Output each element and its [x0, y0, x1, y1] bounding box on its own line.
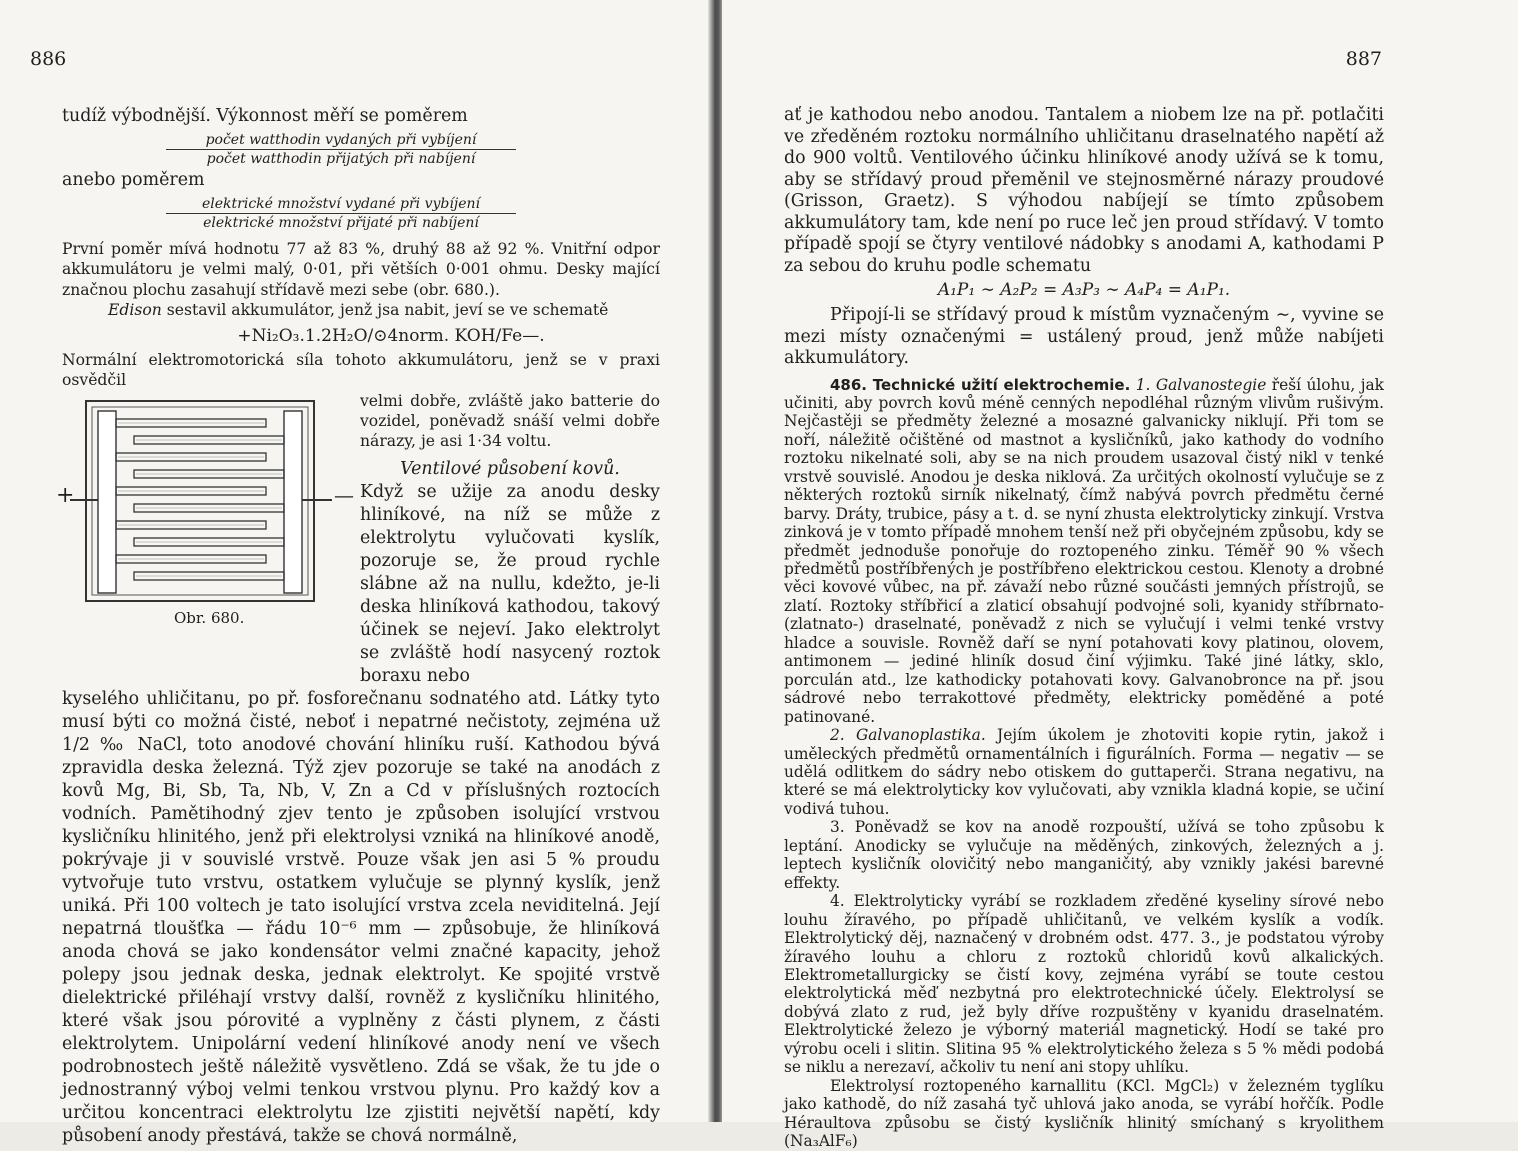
- figure-row: [56, 391, 660, 688]
- figure-side-text: [360, 391, 660, 688]
- ventil-title: Ventilové působení kovů.: [400, 458, 620, 479]
- section-title: 486. Technické užití elektrochemie.: [830, 375, 1131, 394]
- paragraph-ventil-rest: kyselého uhličitanu, po př. fosforečnanu sodnatého atd. Látky tyto musí býti co možná čisté, neboť i nepatrné nečistoty, zejména už 1/2 ‰ NaCl, toto anodové chování hliníku ruší. Kathodou bývá zpravidla deska železná. Týž zjev pozoruje se také na anodách z kovů Mg, Bi, Sb, Ta, Nb, V, Zn a Cd v příslušných roztocích vodních. Pamětihodný zjev tento je způsoben isolující vrstvou kysličníku hlinitého, jenž při elektrolysi vzniká na hliníkové anodě, pokrývaje ji v souvislé vrstvě. Pouze však jen asi 5 % proudu vytvořuje tuto vrstvu, ostatkem vylučuje se plynný kyslík, jenž uniká. Při 100 voltech je tato isolující vrstva zcela neviditelná. Její nepatrná tloušťka — řádu 10⁻⁶ mm — způsobuje, že hliníková anoda chová se jako kondensátor velmi značné kapacity, jehož polepy jsou jednak deska, jednak elektrolyt. Ke spojité vrstvě dielektrické přiléhají vrstvy další, rovněž z kysličníku hlinitého, které však jsou pórovité a vyplněny z části plynem, z části elektrolytem. Unipolární vedení hliníkové anody není ve všech podrobnostech ještě náležitě vysvětleno. Zdá se však, že tu jde o jednostranný výboj velmi tenkou vrstvou plynu. Pro každý kov a určitou koncentraci elektrolytu lze zjistiti největší napětí, kdy působení anody přestává, takže se chová normálně,: [62, 688, 660, 1146]
- paragraph-connect: Připojí-li se střídavý proud k místům vyznačeným ∼, vyvine se mezi místy označenými = ustálený proud, jenž může nabíjeti akkumulátory.: [784, 305, 1384, 368]
- right-text-column: [784, 105, 1384, 1151]
- edison-text: sestavil akkumulátor, jenž jsa nabit, jeví se ve schematě: [161, 300, 609, 319]
- page-number-left: 886: [30, 48, 67, 70]
- paragraph-emf-rest: velmi dobře, zvláště jako batterie do vozidel, poněvadž snáší velmi dobře nárazy, je asi 1·34 voltu.: [360, 391, 660, 451]
- edison-name: Edison: [108, 300, 162, 319]
- ratio-charge: [166, 196, 516, 231]
- paragraph-emf-start: Normální elektromotorická síla tohoto akkumulátoru, jenž se v praxi osvědčil: [62, 351, 660, 390]
- paragraph-top: ať je kathodou nebo anodou. Tantalem a niobem lze na př. potlačiti ve zředěném roztoku normálního uhličitanu draselnatého napětí až do 900 voltů. Ventilového účinku hliníkové anody užívá se k tomu, aby se střídavý proud přeměnil ve stejnosměrné nárazy proudové (Grisson, Graetz). S výhodou nabíjejí se tímto způsobem akkumulátory tam, kde není po ruce leč jen proud střídavý. V tomto případě spojí se čtyry ventilové nádobky s anodami A, kathodami P za sebou do kruhu podle schematu: [784, 105, 1384, 276]
- section-486-item4: 4. Elektrolyticky vyrábí se rozkladem zředěné kyseliny sírové nebo louhu žíravého, po případě uhličitanů, ve velkém kyslík a vodík. Elektrolytický děj, naznačený v drobném odst. 477. 3., je podstatou výroby žíravého louhu a chloru z roztoků chloridů kovů alkalických. Elektrometallurgicky se čistí kovy, zejména vyrábí se toute cestou elektrolytická měď nezbytná pro elektrotechnické účely. Elektrolysí se dobývá zlato z rud, jež byly dříve rozpuštěny v kyanidu draselnatém. Elektrolytické železo je výborný materiál magnetický. Hodí se také pro výrobu oceli i slitin. Slitina 95 % elektrolytického železa s 5 % mědi podobá se niklu a nerezaví, ačkoliv tu není ani stopy uhlíku.: [784, 892, 1384, 1077]
- paragraph-bottom: Elektrolysí roztopeného karnallitu (KCl. MgCl₂) v železném tyglíku jako kathodě, do níž zasahá tyč uhlová jako anoda, se vyrábí hořčík. Podle Héraultova způsobu se čistý kysličník hlinitý smíchaný s kryolithem (Na₃AlF₆): [784, 1076, 1384, 1151]
- plus-terminal-label: +: [56, 482, 75, 508]
- section-486-item1: [784, 376, 1384, 727]
- intro-line: tudíž výbodnější. Výkonnost měří se poměrem: [62, 106, 468, 126]
- item2-label: 2. Galvanoplastika.: [830, 726, 986, 745]
- edison-formula: +Ni₂O₃.1.2H₂O/⊙4norm. KOH/Fe—.: [237, 326, 545, 347]
- ratio-watthours: [166, 132, 516, 167]
- paragraph-ratios: První poměr mívá hodnotu 77 až 83 %, druhý 88 až 92 %. Vnitřní odpor akkumulátoru je velmi malý, 0·01, při větších 0·001 ohmu. Desky mající značnou plochu zasahují střídavě mezi sebe (obr. 680.).: [62, 240, 660, 299]
- ratio1-denominator: počet watthodin přijatých při nabíjení: [206, 151, 476, 167]
- figure-680: [56, 391, 354, 688]
- page-number-right: 887: [1345, 48, 1382, 70]
- ratio1-numerator: počet watthodin vydaných při vybíjení: [166, 132, 516, 150]
- figure-caption: Obr. 680.: [174, 608, 245, 627]
- ventil-side-text: Když se užije za anodu desky hliníkové, na níž se může z elektrolytu vylučovati kyslík, pozoruje se, že proud rychle slábne až na nullu, kdežto, je-li deska hliníková kathodou, takový účinek se nejeví. Jako elektrolyt se zvláště hodí nasycený roztok boraxu nebo: [360, 481, 660, 686]
- minus-terminal-label: —: [334, 482, 354, 507]
- right-page: [722, 0, 1518, 1151]
- accumulator-plates-drawing: [62, 391, 352, 636]
- anebo-label: anebo poměrem: [62, 170, 205, 190]
- item1-label: 1. Galvanostegie: [1135, 375, 1267, 394]
- ratio2-numerator: elektrické množství vydané při vybíjení: [166, 196, 516, 214]
- scheme-formula: A₁P₁ ∼ A₂P₂ = A₃P₃ ∼ A₄P₄ = A₁P₁.: [937, 280, 1231, 300]
- left-page: [0, 0, 712, 1146]
- paragraph-edison: [62, 300, 660, 320]
- item2-text: Jejím úkolem je zhotoviti kopie rytin, jakož i uměleckých předmětů ornamentálních i figurálních. Forma — negativ — se udělá odlitkem do sádry nebo otiskem do guttaperči. Strana negativu, na které se má elektrolyticky kov vylučovati, aby vznikla kladná kopie, se učiní vodivá tuhou.: [784, 726, 1384, 818]
- item1-text: řeší úlohu, jak učiniti, aby povrch kovů méně cenných nepodléhal různým vlivům rušivým. Nejčastěji se předměty železné a mosazné galvanicky niklují. Při tom se noří, náležitě očištěné od mastnot a kysličníků, jako kathody do vodního roztoku nikelnaté soli, aby se na nich proudem usazoval čistý nikl v tenké vrstvě souvislé. Anodou je deska niklová. Za určitých okolností vylučuje se z některých roztoků sirník nikelnatý, čímž nabývá povrch předmětu černé barvy. Dráty, trubice, pásy a t. d. se nyní zhusta elektrolyticky zinkují. Vrstva zinková je v tomto případě mnohem tenší než při obyčejném způsobu, kdy se předmět jednoduše ponořuje do roztopeného zinku. Téměř 90 % všech předmětů postříbřených je postříbřeno elektrickou cestou. Klenoty a drobné věci kovové vůbec, na př. závaží nebo různé součásti jemných přístrojů, se zlatí. Roztoky stříbřicí a zlaticí obsahují podvojné soli, kyanidy stříbrnato- (zlatnato-) draselnaté, poněvadž z nich se vylučují i velmi tenké vrstvy hladce a souvisle. Rovněž daří se nyní potahovati kovy platinou, olovem, antimonem — jediné hliník dosud činí výjimku. Také jiné látky, sklo, porculán atd., lze kathodicky potahovati kovy. Galvanobronce na př. jsou sádrové nebo terrakottové předměty, elektricky poměděné a poté patinované.: [784, 375, 1384, 726]
- section-486-item2: [784, 726, 1384, 818]
- left-text-column: [56, 105, 660, 1148]
- section-486-item3: 3. Poněvadž se kov na anodě rozpouští, užívá se toho způsobu k leptání. Anodicky se vylučuje na měděných, zinkových, železných a j. leptech kysličník olovičitý nebo manganičitý, aby vznikly jakési barevné effekty.: [784, 818, 1384, 892]
- ratio2-denominator: elektrické množství přijaté při nabíjení: [203, 215, 479, 231]
